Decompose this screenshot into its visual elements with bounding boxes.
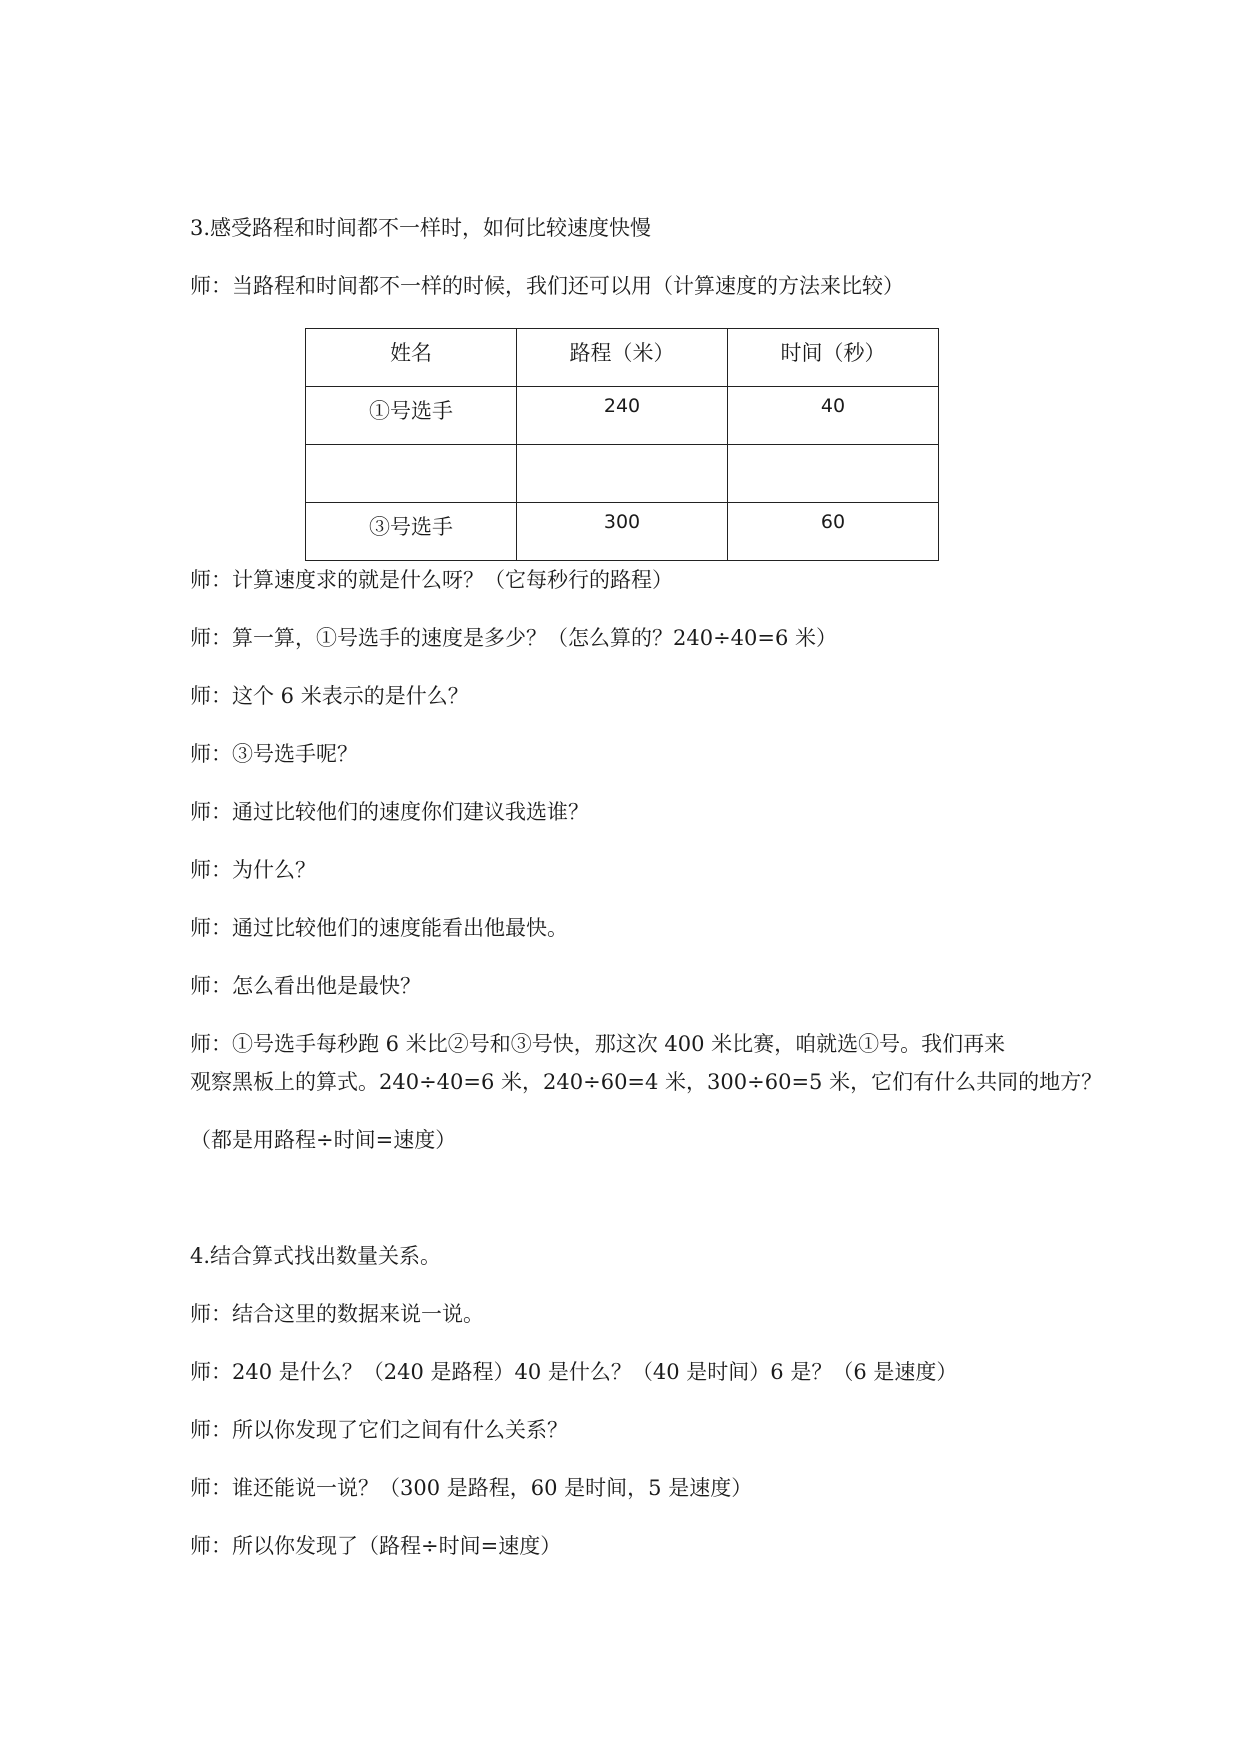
dialogue-line: 师：结合这里的数据来说一说。	[190, 1302, 484, 1326]
table-header-row	[306, 329, 939, 387]
table-row	[306, 387, 939, 445]
speed-table	[305, 328, 939, 561]
cell-name: ①号选手	[306, 387, 517, 445]
dialogue-line: （都是用路程÷时间=速度）	[190, 1128, 457, 1152]
header-name: 姓名	[306, 329, 517, 387]
section-4-heading: 4.结合算式找出数量关系。	[190, 1244, 442, 1268]
section-3-intro: 师：当路程和时间都不一样的时候，我们还可以用（计算速度的方法来比较）	[190, 274, 904, 298]
dialogue-line: 师：①号选手每秒跑 6 米比②号和③号快，那这次 400 米比赛，咱就选①号。我们再来	[190, 1032, 1006, 1056]
dialogue-line: 师：通过比较他们的速度你们建议我选谁？	[190, 800, 589, 824]
dialogue-line: 师：怎么看出他是最快？	[190, 974, 421, 998]
dialogue-line: 师：为什么？	[190, 858, 316, 882]
section-3-heading: 3.感受路程和时间都不一样时，如何比较速度快慢	[190, 216, 652, 240]
cell-time: 60	[728, 503, 939, 561]
cell-name	[306, 445, 517, 503]
dialogue-line: 师：计算速度求的就是什么呀？（它每秒行的路程）	[190, 568, 673, 592]
cell-distance: 240	[517, 387, 728, 445]
dialogue-line: 师：算一算，①号选手的速度是多少？（怎么算的？240÷40=6 米）	[190, 626, 838, 650]
header-distance: 路程（米）	[517, 329, 728, 387]
cell-time: 40	[728, 387, 939, 445]
cell-distance: 300	[517, 503, 728, 561]
dialogue-line: 观察黑板上的算式。240÷40=6 米，240÷60=4 米，300÷60=5 米，它们有什么共同的地方？	[190, 1070, 1103, 1094]
cell-time	[728, 445, 939, 503]
table-row	[306, 445, 939, 503]
table-row	[306, 503, 939, 561]
dialogue-line: 师：通过比较他们的速度能看出他最快。	[190, 916, 568, 940]
dialogue-line: 师：谁还能说一说？（300 是路程，60 是时间，5 是速度）	[190, 1476, 753, 1500]
dialogue-line: 师：③号选手呢？	[190, 742, 358, 766]
dialogue-line: 师：这个 6 米表示的是什么？	[190, 684, 469, 708]
cell-name: ③号选手	[306, 503, 517, 561]
dialogue-line: 师：所以你发现了它们之间有什么关系？	[190, 1418, 568, 1442]
dialogue-line: 师：240 是什么？（240 是路程）40 是什么？（40 是时间）6 是？（6 是速度）	[190, 1360, 958, 1384]
dialogue-line: 师：所以你发现了（路程÷时间=速度）	[190, 1534, 562, 1558]
header-time: 时间（秒）	[728, 329, 939, 387]
cell-distance	[517, 445, 728, 503]
